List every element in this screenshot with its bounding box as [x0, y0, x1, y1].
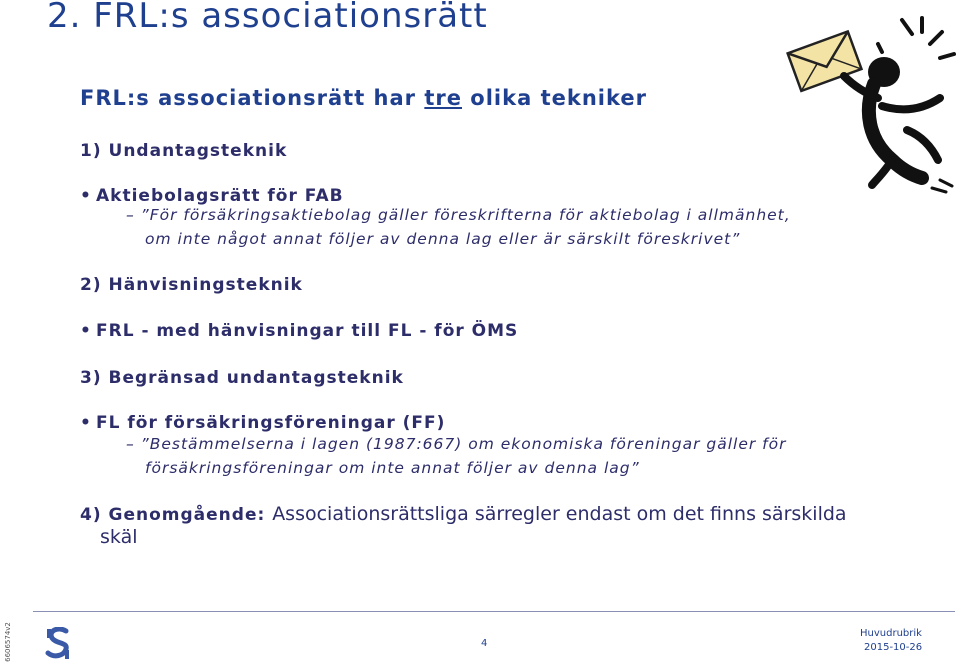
section-3-quote-line-2: försäkringsföreningar om inte annat följer av denna lag” — [145, 459, 640, 477]
section-3-bullet — [80, 413, 445, 433]
bullet-text: Aktiebolagsrätt för FAB — [96, 186, 344, 206]
slide-title: 2. FRL:s associationsrätt — [47, 0, 488, 36]
section-4-heading: 4) Genomgående: — [80, 505, 266, 525]
bullet-icon: • — [80, 321, 92, 341]
section-4-text-cont: skäl — [100, 526, 138, 548]
bullet-icon: • — [80, 413, 92, 433]
page-number: 4 — [481, 638, 488, 649]
slide-subtitle — [80, 86, 647, 110]
footer-date: 2015-10-26 — [864, 642, 923, 653]
footer-label: Huvudrubrik — [860, 628, 922, 639]
section-2-heading: 2) Hänvisningsteknik — [80, 275, 303, 295]
subtitle-suffix: olika tekniker — [461, 86, 647, 110]
section-1-heading: 1) Undantagsteknik — [80, 141, 288, 161]
bullet-text: FL för försäkringsföreningar (FF) — [96, 413, 446, 433]
section-2-bullet — [80, 321, 518, 341]
section-4 — [80, 503, 847, 525]
bullet-icon: • — [80, 186, 92, 206]
section-1-quote-line-2: om inte något annat följer av denna lag eller är särskilt föreskrivet” — [145, 230, 741, 248]
bullet-text: FRL - med hänvisningar till FL - för ÖMS — [96, 321, 519, 341]
stick-figure-envelope-icon — [782, 10, 960, 199]
section-3-heading: 3) Begränsad undantagsteknik — [80, 368, 404, 388]
section-4-text: Associationsrättsliga särregler endast om det finns särskilda — [272, 503, 847, 525]
section-1-bullet — [80, 186, 344, 206]
subtitle-underlined: tre — [424, 86, 462, 110]
logo-icon — [44, 627, 72, 665]
section-3-quote-line-1: – ”Bestämmelserna i lagen (1987:667) om ekonomiska föreningar gäller för — [126, 435, 787, 453]
subtitle-prefix: FRL:s associationsrätt har — [80, 86, 425, 110]
footer-divider — [33, 611, 955, 612]
section-1-quote-line-1: – ”För försäkringsaktiebolag gäller föreskrifterna för aktiebolag i allmänhet, — [126, 206, 791, 224]
document-id: 6606574v2 — [3, 622, 12, 662]
